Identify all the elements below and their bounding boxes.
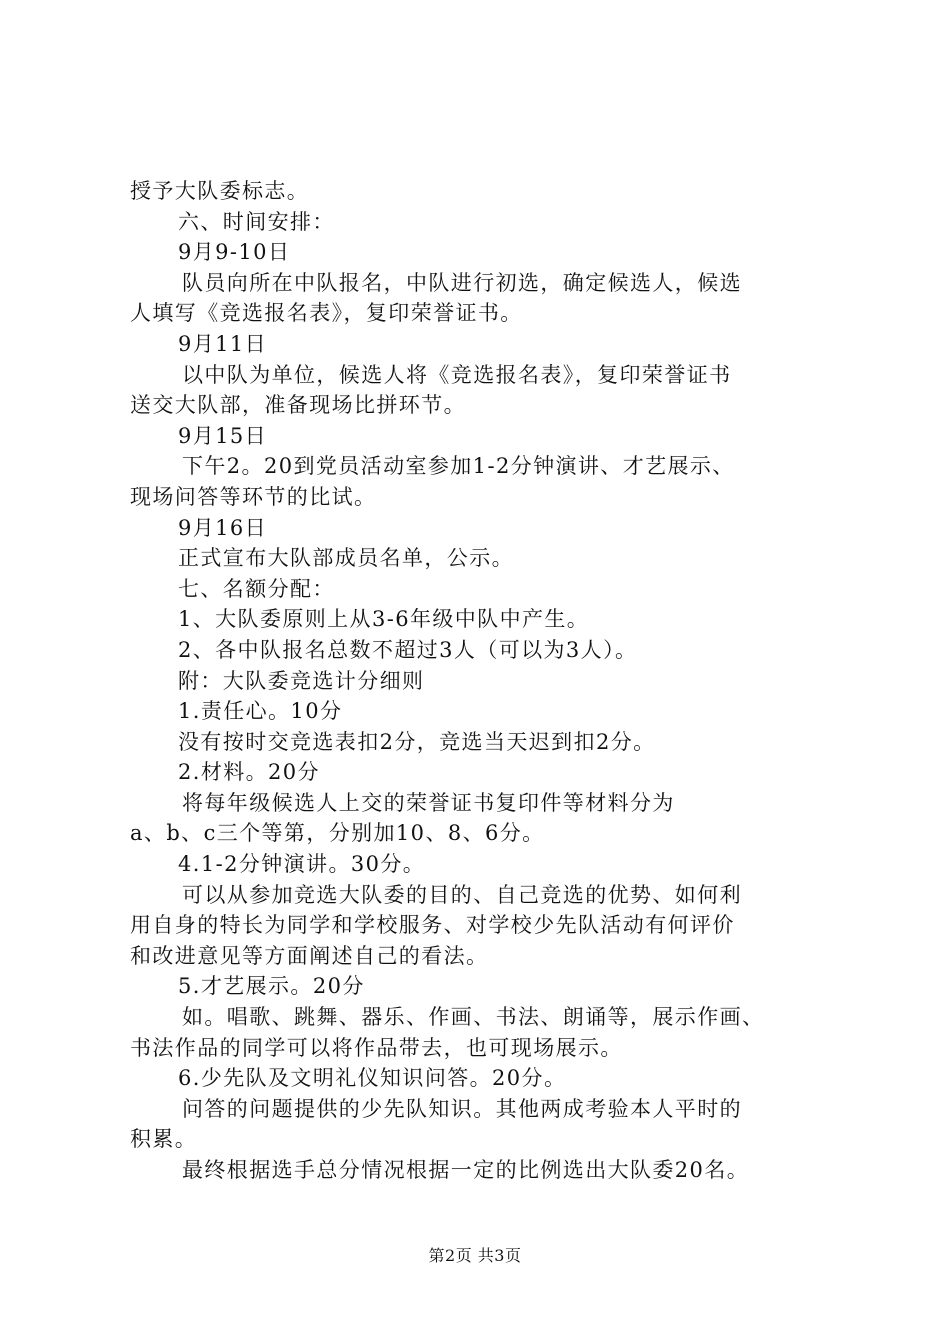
text-line: 下午2。20到党员活动室参加1-2分钟演讲、才艺展示、 [182, 454, 735, 479]
date-line: 9月16日 [178, 515, 268, 540]
page-footer [0, 1243, 950, 1266]
date-line: 9月15日 [178, 423, 268, 448]
list-item: 2、各中队报名总数不超过3人（可以为3人）。 [178, 637, 638, 662]
text-line: 人填写《竞选报名表》，复印荣誉证书。 [130, 301, 523, 326]
text-line: 最终根据选手总分情况根据一定的比例选出大队委20名。 [182, 1158, 750, 1182]
text-line: 用自身的特长为同学和学校服务、对学校少先队活动有何评价 [130, 913, 735, 938]
text-line: 授予大队委标志。 [130, 179, 310, 203]
scoring-item: 2.材料。20分 [178, 760, 320, 785]
scoring-item: 6.少先队及文明礼仪知识问答。20分。 [178, 1066, 567, 1091]
list-item: 1、大队委原则上从3-6年级中队中产生。 [178, 607, 590, 632]
scoring-item: 1.责任心。10分 [178, 699, 343, 724]
text-line: 和改进意见等方面阐述自己的看法。 [130, 943, 489, 968]
appendix-heading: 附：大队委竞选计分细则 [178, 668, 425, 693]
text-line: 如。唱歌、跳舞、器乐、作画、书法、朗诵等，展示作画、 [182, 1005, 765, 1030]
text-line: a、b、c三个等第，分别加10、8、6分。 [130, 821, 545, 846]
text-line: 积累。 [130, 1127, 198, 1152]
scoring-item: 4.1-2分钟演讲。30分。 [178, 852, 426, 877]
text-line: 现场问答等环节的比试。 [130, 484, 377, 509]
text-line: 队员向所在中队报名，中队进行初选，确定候选人，候选 [182, 270, 742, 295]
date-line: 9月9-10日 [178, 240, 291, 265]
section-heading-quota: 七、名额分配： [178, 576, 335, 601]
text-line: 书法作品的同学可以将作品带去，也可现场展示。 [130, 1035, 623, 1060]
text-line: 以中队为单位，候选人将《竞选报名表》，复印荣誉证书 [182, 362, 732, 387]
section-heading-schedule: 六、时间安排： [178, 209, 335, 234]
text-line: 没有按时交竞选表扣2分，竞选当天迟到扣2分。 [178, 729, 656, 754]
scoring-item: 5.才艺展示。20分 [178, 974, 365, 999]
text-line: 可以从参加竞选大队委的目的、自己竞选的优势、如何利 [182, 882, 742, 907]
text-line: 问答的问题提供的少先队知识。其他两成考验本人平时的 [182, 1096, 742, 1121]
document-body [130, 176, 830, 1186]
page-number-label: 第2页 共3页 [428, 1246, 522, 1265]
text-line: 正式宣布大队部成员名单，公示。 [178, 546, 514, 571]
text-line: 将每年级候选人上交的荣誉证书复印件等材料分为 [182, 790, 675, 815]
text-line: 送交大队部，准备现场比拼环节。 [130, 393, 466, 418]
date-line: 9月11日 [178, 331, 268, 356]
